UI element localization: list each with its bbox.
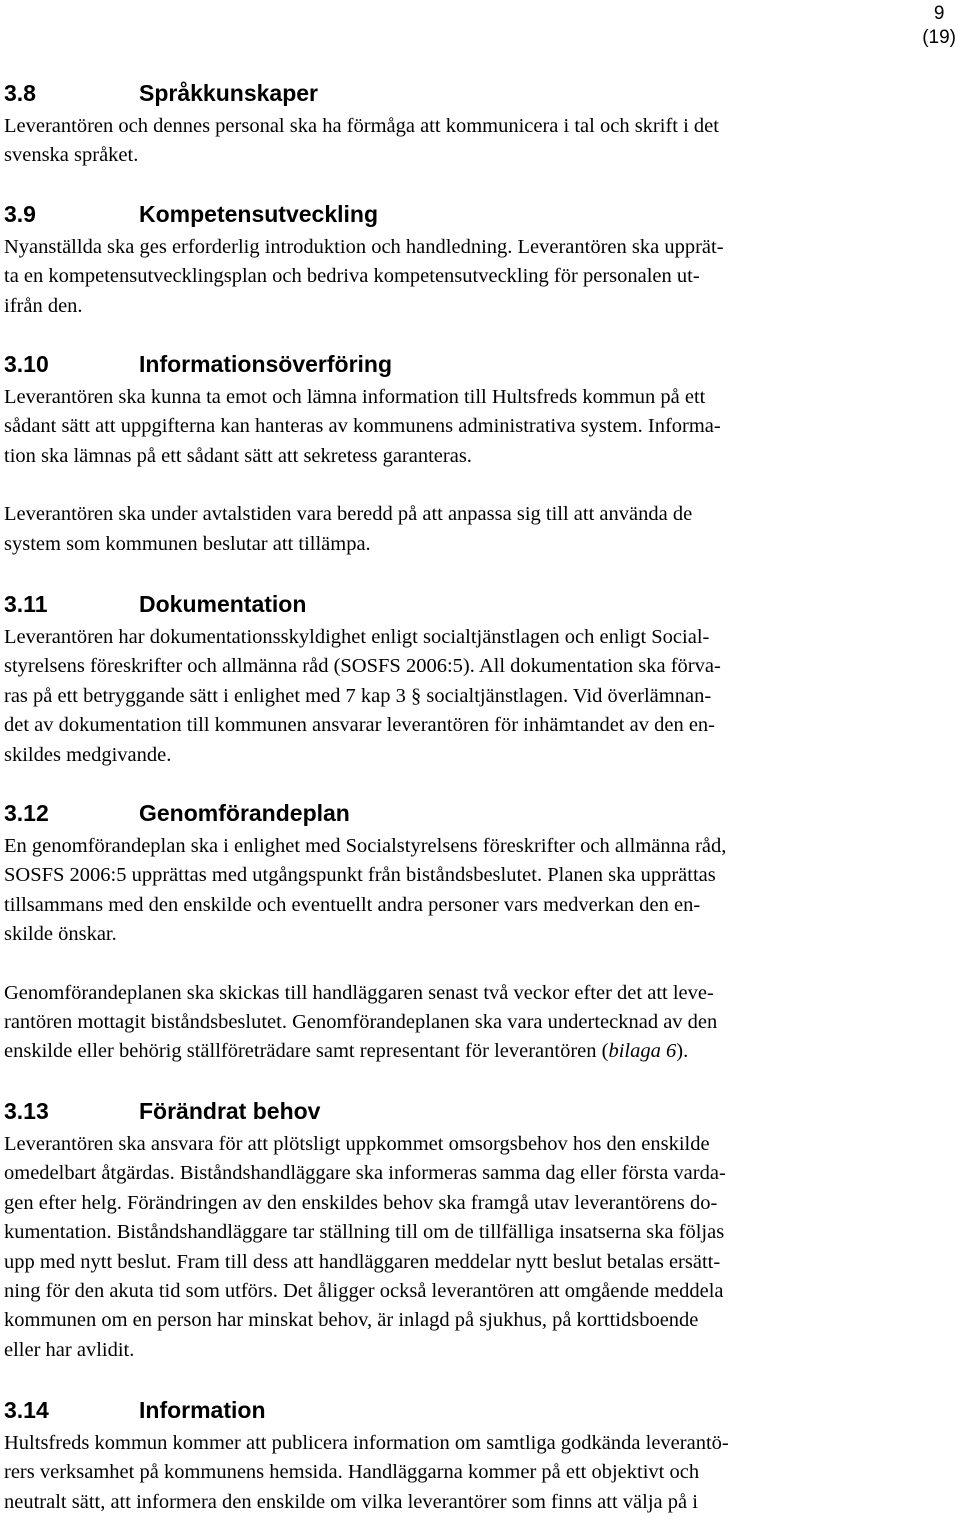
page-number: 9 (933, 3, 945, 24)
text-line: system som kommunen beslutar att tillämpa. (4, 532, 371, 555)
text-line: ras på ett betryggande sätt i enlighet med 7 kap 3 § socialtjänstlagen. Vid överlämnan- (4, 684, 712, 707)
text-line: Leverantören har dokumentationsskyldighet enligt socialtjänstlagen och enligt Social- (4, 626, 710, 648)
paragraph (4, 623, 910, 770)
text-line: gen efter helg. Förändringen av den enskildes behov ska framgå utav leverantörens do- (4, 1191, 718, 1214)
paragraph (4, 112, 910, 171)
section-heading (4, 590, 910, 618)
text-line: En genomförandeplan ska i enlighet med Socialstyrelsens föreskrifter och allmänna råd, (4, 835, 727, 857)
section-3-8 (4, 79, 910, 171)
text-line: det av dokumentation till kommunen ansvarar leverantören för inhämtandet av den en- (4, 714, 715, 737)
section-number: 3.13 (4, 1098, 49, 1124)
section-3-11 (4, 590, 910, 770)
text-line: svenska språket. (4, 144, 139, 167)
text-line: skildes medgivande. (4, 743, 172, 766)
italic-reference: bilaga 6 (608, 1040, 677, 1063)
section-heading (4, 1396, 910, 1424)
paragraph (4, 1130, 910, 1365)
text-fragment: enskilde eller behörig ställföreträdare samt representant för leverantören ( (4, 1040, 609, 1063)
section-3-13 (4, 1097, 910, 1365)
page-total: (19) (922, 27, 956, 48)
text-line: Leverantören ska under avtalstiden vara beredd på att anpassa sig till att använda de (4, 503, 693, 526)
text-line: tion ska lämnas på ett sådant sätt att sekretess garanteras. (4, 444, 472, 467)
section-3-9 (4, 200, 910, 321)
text-line: rers verksamhet på kommunens hemsida. Handläggarna kommer på ett objektivt och (4, 1461, 700, 1484)
section-title: Dokumentation (139, 591, 307, 617)
section-title: Information (139, 1397, 266, 1423)
section-title: Förändrat behov (139, 1098, 321, 1124)
text-line: ifrån den. (4, 294, 83, 317)
text-line: Leverantören och dennes personal ska ha förmåga att kommunicera i tal och skrift i det (4, 115, 719, 137)
section-number: 3.8 (4, 80, 36, 106)
section-3-10 (4, 350, 910, 559)
section-title: Informationsöverföring (139, 351, 393, 377)
section-title: Genomförandeplan (139, 800, 350, 826)
text-line: Leverantören ska kunna ta emot och lämna information till Hultsfreds kommun på ett (4, 386, 706, 408)
section-heading (4, 200, 910, 228)
text-line: tillsammans med den enskilde och eventuellt andra personer vars medverkan den en- (4, 893, 701, 916)
paragraph (4, 832, 910, 950)
section-title: Kompetensutveckling (139, 201, 378, 227)
text-line: styrelsens föreskrifter och allmänna råd (SOSFS 2006:5). All dokumentation ska förva- (4, 655, 721, 678)
text-line: kumentation. Biståndshandläggare tar ställning till om de tillfälliga insatserna ska följas (4, 1221, 725, 1244)
text-line: sådant sätt att uppgifterna kan hanteras av kommunens administrativa system. Informa- (4, 415, 721, 438)
paragraph (4, 500, 910, 559)
text-line: SOSFS 2006:5 upprättas med utgångspunkt från biståndsbeslutet. Planen ska upprättas (4, 864, 716, 887)
paragraph (4, 979, 910, 1067)
section-heading (4, 79, 910, 107)
text-line: omedelbart åtgärdas. Biståndshandläggare ska informeras samma dag eller första varda- (4, 1162, 726, 1185)
paragraph (4, 233, 910, 321)
section-3-12 (4, 799, 910, 1067)
text-line: upp med nytt beslut. Fram till dess att handläggaren meddelar nytt beslut betalas ersätt- (4, 1250, 721, 1273)
section-number: 3.10 (4, 351, 49, 377)
section-number: 3.12 (4, 800, 49, 826)
text-line: Nyanställda ska ges erforderlig introduktion och handledning. Leverantören ska upprät- (4, 236, 724, 258)
section-heading (4, 1097, 910, 1125)
text-line: neutralt sätt, att informera den enskilde om vilka leverantörer som finns att välja på i (4, 1490, 698, 1513)
paragraph (4, 383, 910, 471)
section-heading (4, 350, 910, 378)
text-line: skilde önskar. (4, 923, 117, 946)
section-number: 3.11 (4, 591, 48, 617)
text-line: eller har avlidit. (4, 1338, 135, 1361)
paragraph (4, 1429, 910, 1517)
text-line: Leverantören ska ansvara för att plötsligt uppkommet omsorgsbehov hos den enskilde (4, 1133, 710, 1155)
text-line: Genomförandeplanen ska skickas till handläggaren senast två veckor efter det att leve- (4, 981, 714, 1004)
page-number-block (922, 2, 956, 50)
section-heading (4, 799, 910, 827)
text-fragment: ). (676, 1040, 689, 1063)
section-3-14 (4, 1396, 910, 1517)
text-line: rantören mottagit biståndsbeslutet. Genomförandeplanen ska vara undertecknad av den (4, 1011, 718, 1034)
text-line: kommunen om en person har minskat behov, är inlagd på sjukhus, på korttidsboende (4, 1309, 699, 1332)
section-title: Språkkunskaper (139, 80, 318, 106)
text-line: ta en kompetensutvecklingsplan och bedriva kompetensutveckling för personalen ut- (4, 265, 700, 288)
section-number: 3.9 (4, 201, 36, 227)
text-line (4, 1037, 910, 1066)
text-line: ning för den akuta tid som utförs. Det åligger också leverantören att omgående meddela (4, 1280, 724, 1303)
section-number: 3.14 (4, 1397, 49, 1423)
text-line: Hultsfreds kommun kommer att publicera information om samtliga godkända leverantö- (4, 1432, 729, 1454)
